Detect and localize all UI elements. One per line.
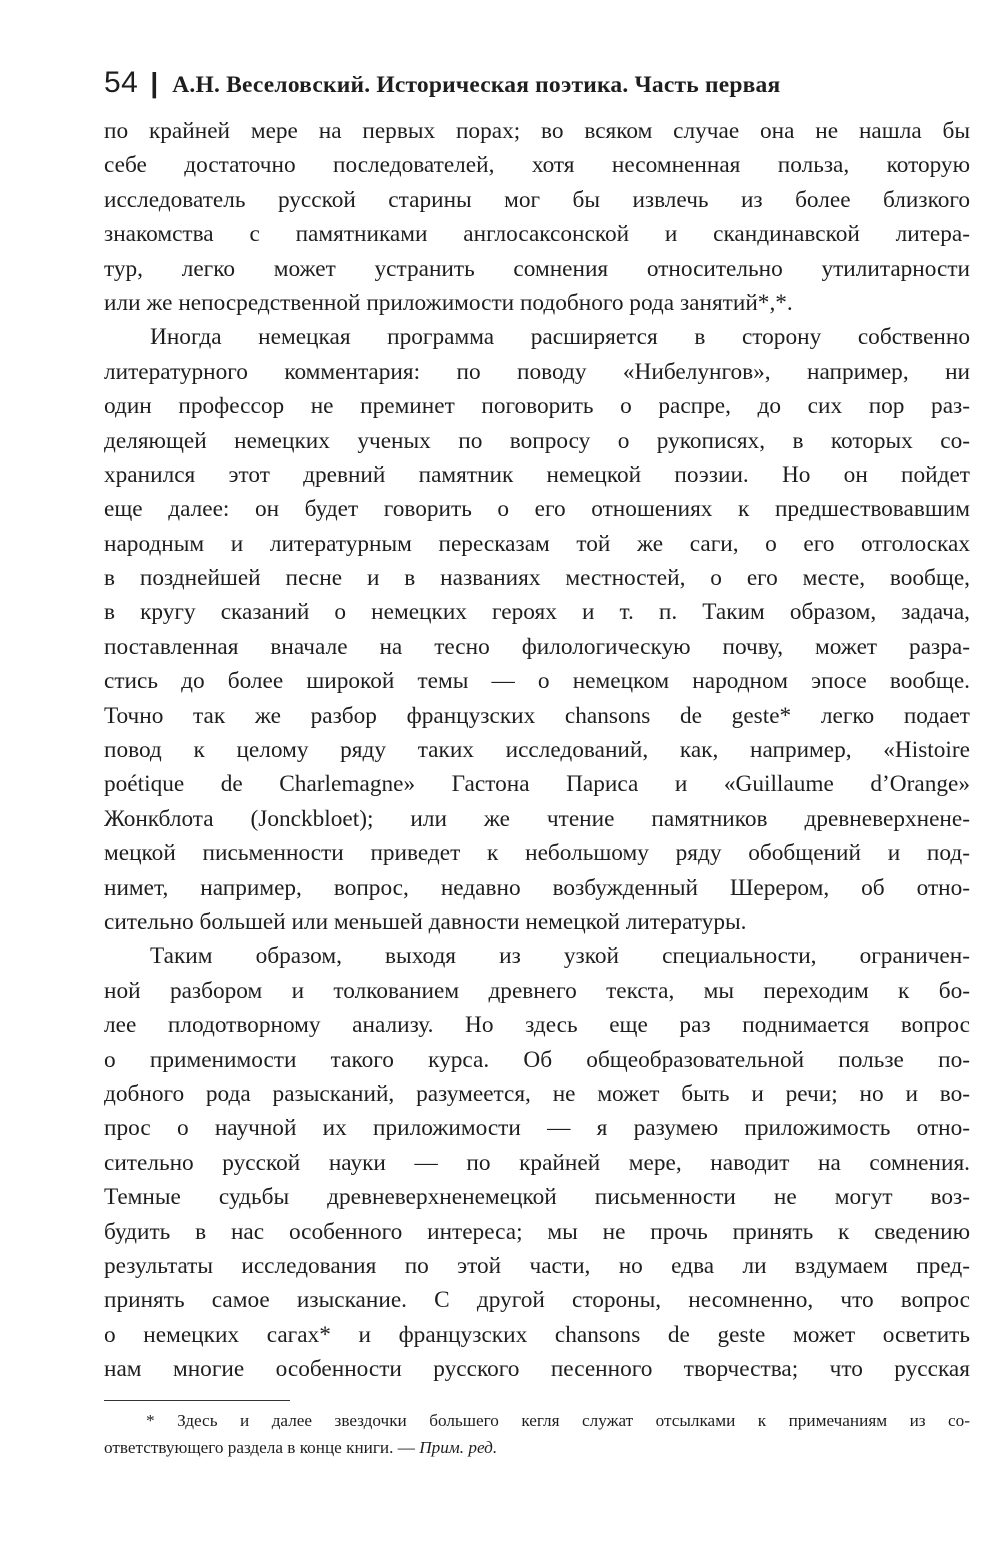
text-line: поставленная вначале на тесно филологическую почву, может разра- [104, 633, 970, 660]
text-line: стись до более широкой темы — о немецком народном эпосе вообще. [104, 668, 970, 695]
text-line: по крайней мере на первых порах; во всяком случае она не нашла бы [104, 118, 970, 144]
text-line: тур, легко может устранить сомнения относительно утилитарности [104, 255, 970, 282]
paragraph-start-line: Иногда немецкая программа расширяется в сторону собственно [150, 324, 970, 351]
paragraph-end-line: или же непосредственной приложимости подобного рода занятий*,*. [104, 289, 793, 316]
footnote-line [104, 1434, 970, 1461]
text-line: Темные судьбы древневерхненемецкой письменности не могут воз- [104, 1184, 970, 1211]
text-line: себе достаточно последователей, хотя несомненная польза, которую [104, 152, 970, 179]
text-line: хранился этот древний памятник немецкой поэзии. Но он пойдет [104, 461, 970, 488]
text-line: мецкой письменности приведет к небольшому ряду обобщений и под- [104, 840, 970, 867]
text-line: poétique de Charlemagne» Гастона Париса и «Guillaume d’Orange» [104, 771, 970, 798]
text-line: еще далее: он будет говорить о его отношениях к предшествовавшим [104, 496, 970, 523]
text-line: деляющей немецких ученых по вопросу о рукописях, в которых со- [104, 427, 970, 454]
editor-note-mark: Прим. ред. [419, 1438, 498, 1458]
book-page [104, 66, 970, 1461]
page-number: 54 [104, 66, 139, 99]
paragraph-start-line: Таким образом, выходя из узкой специальности, ограничен- [150, 943, 970, 970]
footnote [104, 1407, 970, 1461]
text-line: ной разбором и толкованием древнего текста, мы переходим к бо- [104, 977, 970, 1004]
footnote-divider [104, 1400, 290, 1401]
text-line: народным и литературным пересказам той же саги, о его отголосках [104, 530, 970, 557]
text-line: знакомства с памятниками англосаксонской и скандинавской литера- [104, 221, 970, 248]
footnote-text: ответствующего раздела в конце книги. — [104, 1438, 420, 1458]
text-line: лее плодотворному анализу. Но здесь еще раз поднимается вопрос [104, 1012, 970, 1039]
text-line: Жонкблота (Jonckbloet); или же чтение памятников древневерхнене- [104, 805, 970, 832]
body-text [104, 114, 970, 1386]
text-line: в кругу сказаний о немецких героях и т. п. Таким образом, задача, [104, 599, 970, 626]
text-line: в позднейшей песне и в названиях местностей, о его месте, вообще, [104, 565, 970, 592]
text-line: о применимости такого курса. Об общеобразовательной пользе по- [104, 1046, 970, 1073]
text-line: прос о научной их приложимости — я разумею приложимость отно- [104, 1115, 970, 1142]
footnote-line: * Здесь и далее звездочки большего кегля служат отсылками к примечаниям из со- [146, 1411, 970, 1431]
text-line: Точно так же разбор французских chansons de geste* легко подает [104, 702, 970, 729]
text-line: повод к целому ряду таких исследований, как, например, «Histoire [104, 737, 970, 764]
running-head [104, 66, 970, 110]
text-line: нам многие особенности русского песенного творчества; что русская [104, 1356, 970, 1383]
text-line: нимет, например, вопрос, недавно возбужденный Шерером, об отно- [104, 874, 970, 901]
text-line: принять самое изыскание. С другой стороны, несомненно, что вопрос [104, 1287, 970, 1314]
text-line: будить в нас особенного интереса; мы не прочь принять к сведению [104, 1218, 970, 1245]
text-line: добного рода разысканий, разумеется, не может быть и речи; но и во- [104, 1080, 970, 1107]
text-line: о немецких сагах* и французских chansons de geste может осветить [104, 1321, 970, 1348]
text-line: результаты исследования по этой части, но едва ли вздумаем пред- [104, 1252, 970, 1279]
paragraph-end-line: сительно большей или меньшей давности немецкой литературы. [104, 908, 747, 935]
header-separator: | [150, 67, 159, 98]
text-line: литературного комментария: по поводу «Нибелунгов», например, ни [104, 358, 970, 385]
text-line: исследователь русской старины мог бы извлечь из более близкого [104, 186, 970, 213]
text-line: один профессор не преминет поговорить о распре, до сих пор раз- [104, 393, 970, 420]
running-title: А.Н. Веселовский. Историческая поэтика. Часть первая [172, 72, 781, 98]
text-line: сительно русской науки — по крайней мере, наводит на сомнения. [104, 1149, 970, 1176]
